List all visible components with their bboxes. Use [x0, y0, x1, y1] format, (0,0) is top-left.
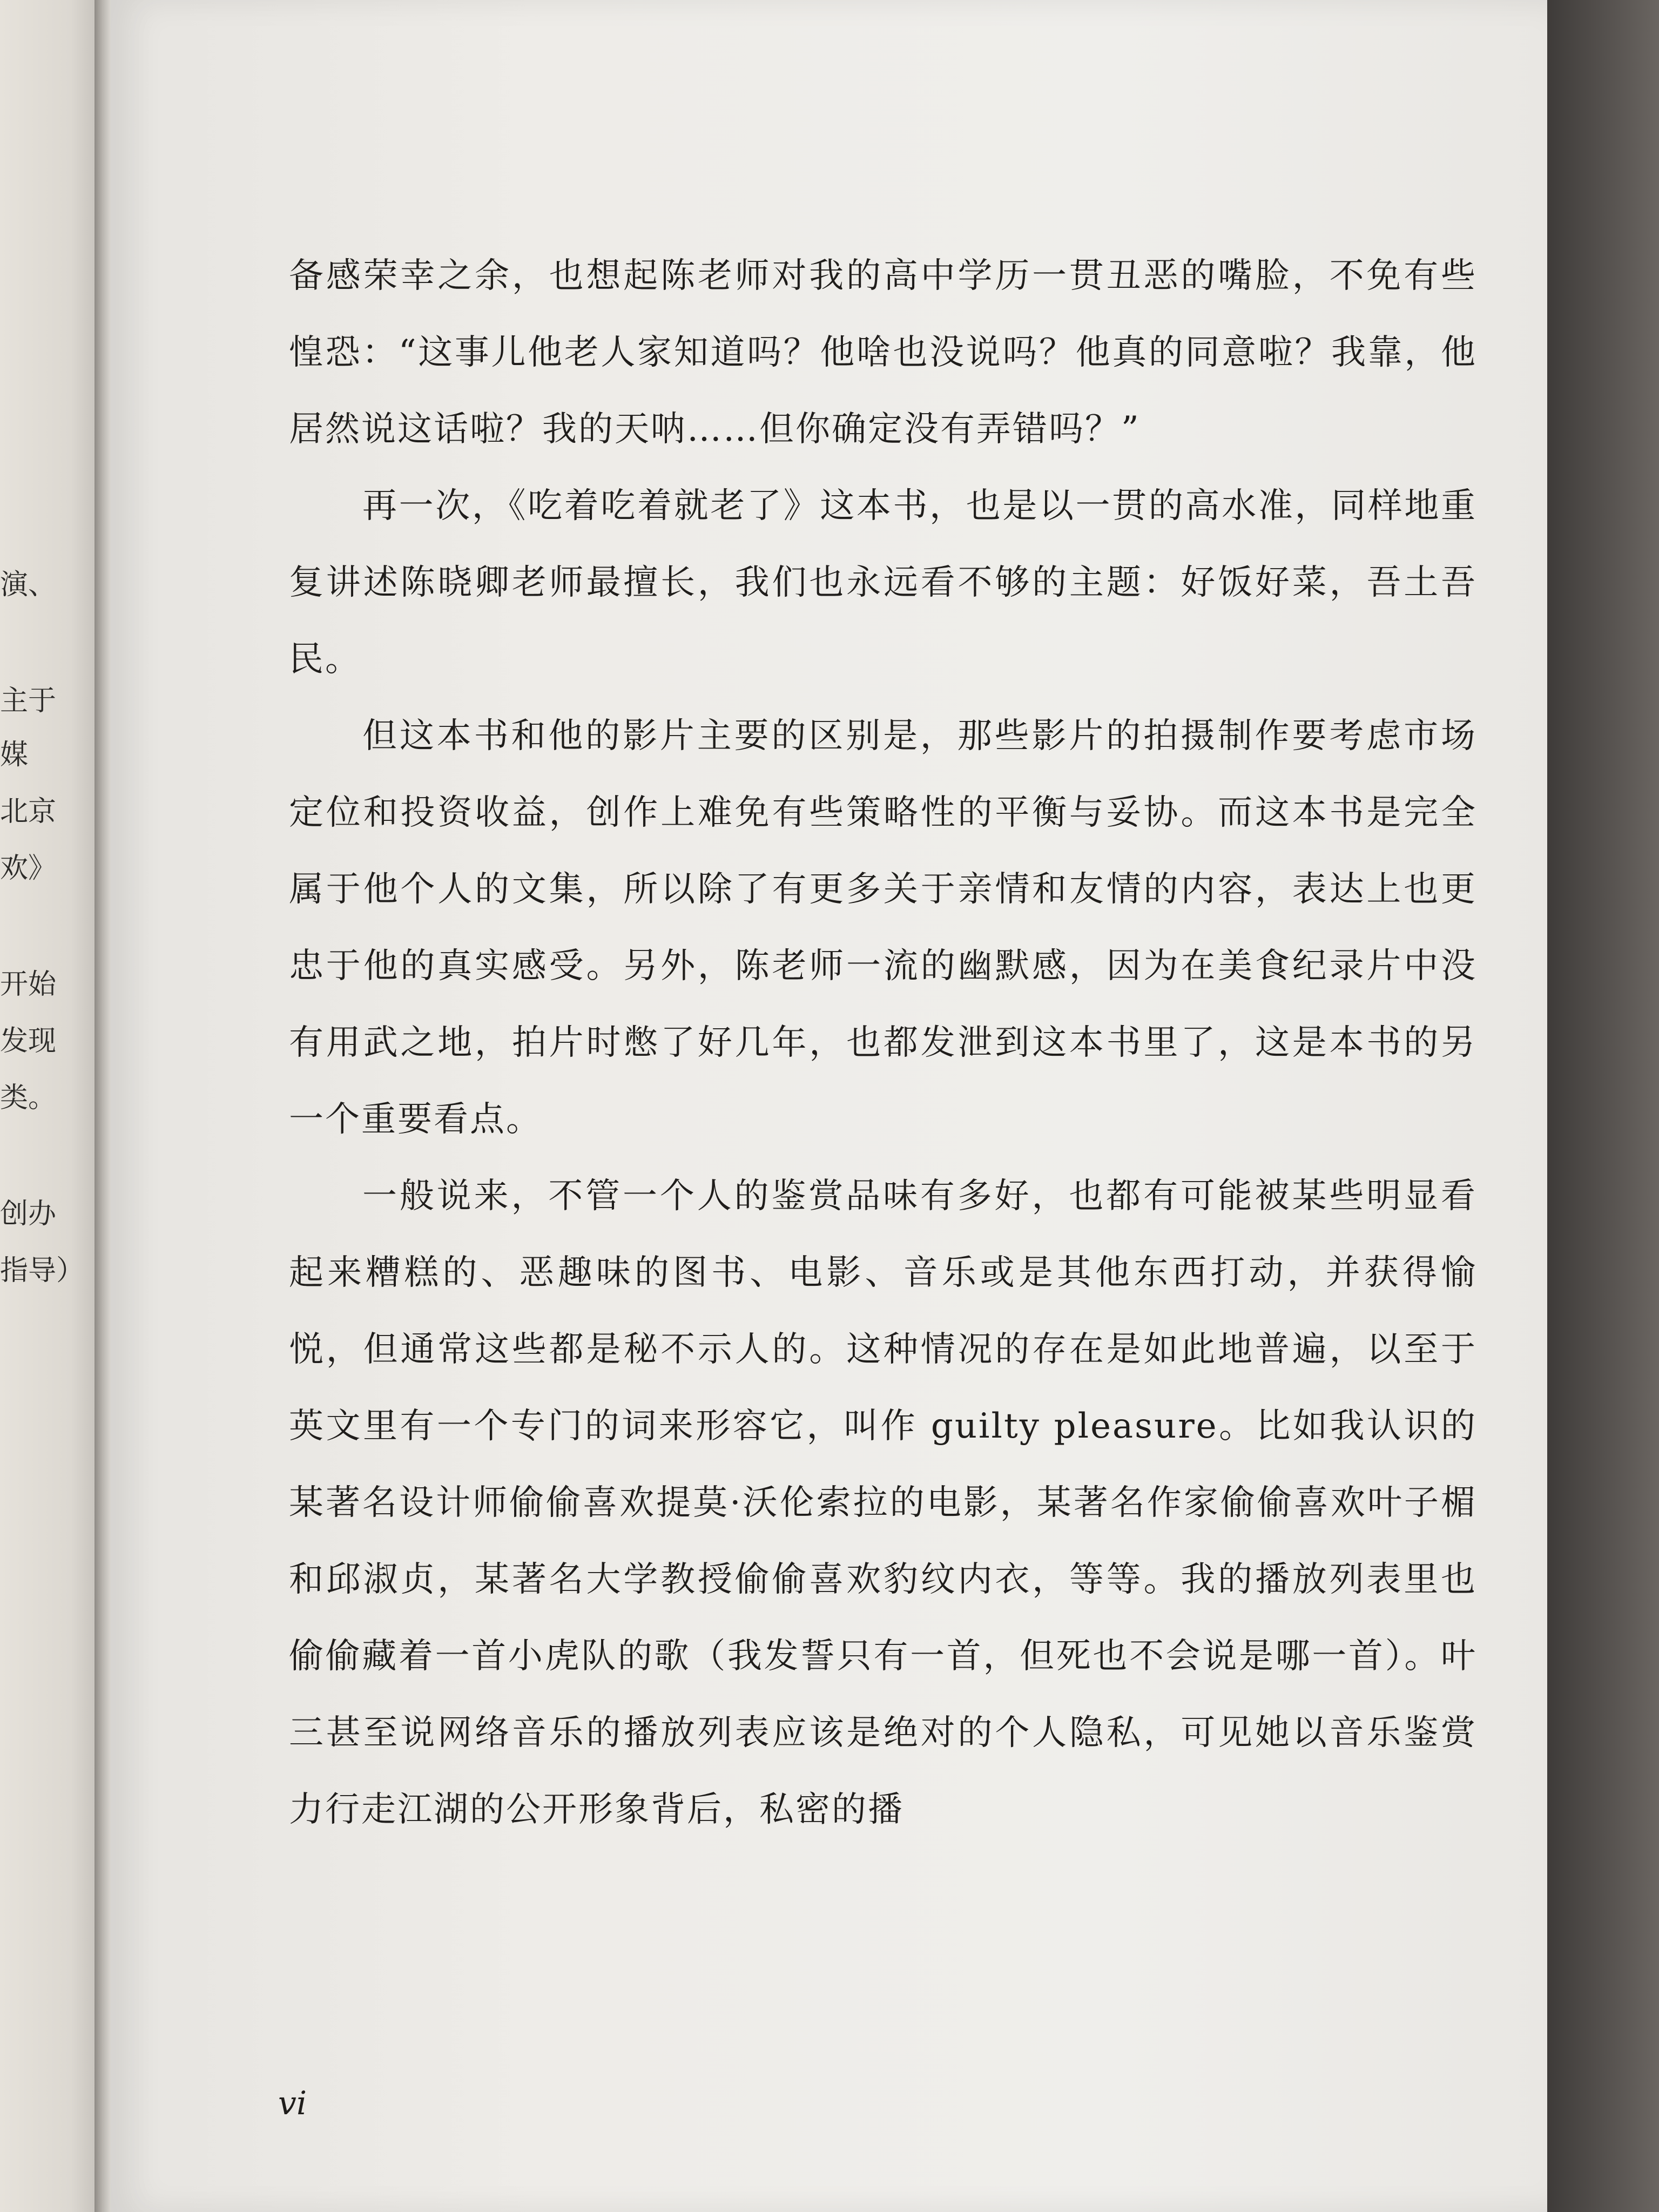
left-page-fragment: 类。	[0, 1082, 57, 1114]
paragraph: 备感荣幸之余，也想起陈老师对我的高中学历一贯丑恶的嘴脸，不免有些惶恐：“这事儿他老人家知道吗？他啥也没说吗？他真的同意啦？我靠，他居然说这话啦？我的天呐……但你确定没有弄错吗？”	[289, 256, 1477, 449]
left-page-fragment: 开始	[0, 968, 57, 1001]
left-page-fragment: 媒	[0, 739, 29, 771]
left-page-fragment: 欢》	[0, 852, 57, 885]
book-gutter	[95, 0, 111, 2212]
paragraph: 一般说来，不管一个人的鉴赏品味有多好，也都有可能被某些明显看起来糟糕的、恶趣味的图书、电影、音乐或是其他东西打动，并获得愉悦，但通常这些都是秘不示人的。这种情况的存在是如此地普遍，以至于英文里有一个专门的词来形容它，叫作 guilty pleasure。比如我认识的某著名设计师偷偷喜欢提莫·沃伦索拉的电影，某著名作家偷偷喜欢叶子楣和邱淑贞，某著名大学教授偷偷喜欢豹纹内衣，等等。我的播放列表里也偷偷藏着一首小虎队的歌（我发誓只有一首，但死也不会说是哪一首）。叶三甚至说网络音乐的播放列表应该是绝对的个人隐私，可见她以音乐鉴赏力行走江湖的公开形象背后，私密的播	[289, 1176, 1477, 1830]
left-page-fragment: 指导）	[0, 1255, 85, 1287]
left-page-fragment: 发现	[0, 1025, 57, 1057]
page-body	[289, 238, 1477, 1848]
page-edge-shadow	[1547, 0, 1659, 2212]
left-page-fragment: 演、	[0, 569, 57, 601]
left-page-edge	[0, 0, 95, 2212]
left-page-fragment: 主于	[0, 685, 57, 717]
left-page-fragment: 北京	[0, 795, 57, 828]
paragraph: 但这本书和他的影片主要的区别是，那些影片的拍摄制作要考虑市场定位和投资收益，创作上难免有些策略性的平衡与妥协。而这本书是完全属于他个人的文集，所以除了有更多关于亲情和友情的内容，表达上也更忠于他的真实感受。另外，陈老师一流的幽默感，因为在美食纪录片中没有用武之地，拍片时憋了好几年，也都发泄到这本书里了，这是本书的另一个重要看点。	[289, 716, 1477, 1139]
paragraph: 再一次，《吃着吃着就老了》这本书，也是以一贯的高水准，同样地重复讲述陈晓卿老师最擅长，我们也永远看不够的主题：好饭好菜，吾土吾民。	[289, 486, 1477, 679]
page-number: vi	[278, 2085, 307, 2122]
left-page-fragment: 创办	[0, 1198, 57, 1230]
